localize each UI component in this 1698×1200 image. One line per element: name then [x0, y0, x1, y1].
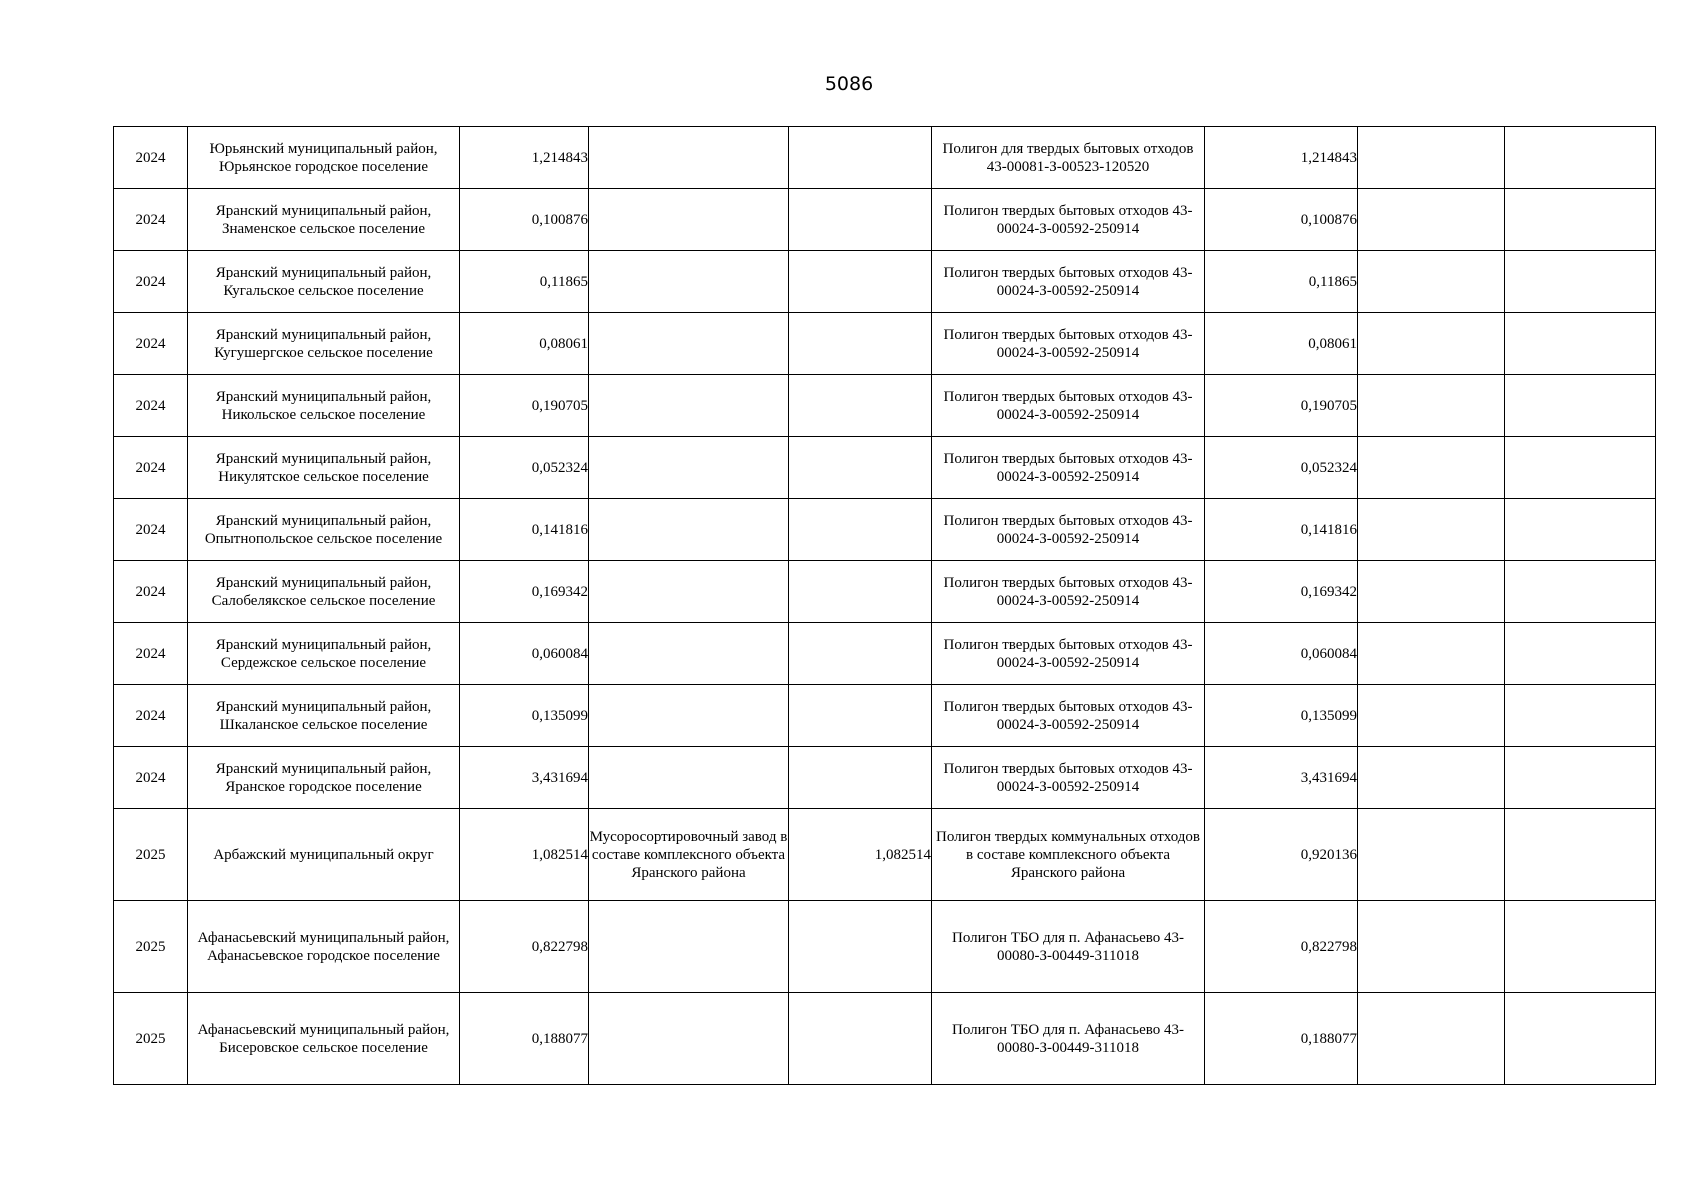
municipality-cell: Яранский муниципальный район, Никольское сельское поселение — [188, 375, 460, 437]
facility-volume-cell — [789, 437, 932, 499]
year-cell: 2025 — [114, 901, 188, 993]
facility-volume-cell — [789, 747, 932, 809]
table-row — [114, 685, 1656, 747]
year-cell: 2024 — [114, 313, 188, 375]
facility-volume-cell — [789, 189, 932, 251]
disposal-object-cell: Полигон твердых бытовых отходов 43-00024-З-00592-250914 — [932, 747, 1205, 809]
table-row — [114, 901, 1656, 993]
municipality-cell: Яранский муниципальный район, Яранское городское поселение — [188, 747, 460, 809]
year-cell: 2024 — [114, 375, 188, 437]
disposal-volume-cell: 0,190705 — [1205, 375, 1358, 437]
volume-cell: 0,169342 — [460, 561, 589, 623]
empty-cell — [1358, 499, 1505, 561]
empty-cell — [1505, 685, 1656, 747]
volume-cell: 0,135099 — [460, 685, 589, 747]
year-cell: 2024 — [114, 251, 188, 313]
processing-facility-cell — [589, 375, 789, 437]
disposal-object-cell: Полигон твердых бытовых отходов 43-00024-З-00592-250914 — [932, 375, 1205, 437]
year-cell: 2024 — [114, 189, 188, 251]
empty-cell — [1505, 901, 1656, 993]
municipality-cell: Афанасьевский муниципальный район, Афанасьевское городское поселение — [188, 901, 460, 993]
disposal-volume-cell: 0,060084 — [1205, 623, 1358, 685]
empty-cell — [1358, 747, 1505, 809]
table-row — [114, 189, 1656, 251]
volume-cell: 0,822798 — [460, 901, 589, 993]
disposal-object-cell: Полигон твердых бытовых отходов 43-00024-З-00592-250914 — [932, 251, 1205, 313]
facility-volume-cell — [789, 127, 932, 189]
disposal-volume-cell: 0,08061 — [1205, 313, 1358, 375]
processing-facility-cell — [589, 685, 789, 747]
year-cell: 2024 — [114, 437, 188, 499]
empty-cell — [1505, 189, 1656, 251]
empty-cell — [1358, 251, 1505, 313]
processing-facility-cell — [589, 499, 789, 561]
year-cell: 2024 — [114, 623, 188, 685]
empty-cell — [1358, 809, 1505, 901]
volume-cell: 1,082514 — [460, 809, 589, 901]
disposal-object-cell: Полигон твердых бытовых отходов 43-00024-З-00592-250914 — [932, 499, 1205, 561]
table-row — [114, 561, 1656, 623]
disposal-object-cell: Полигон ТБО для п. Афанасьево 43-00080-З-00449-311018 — [932, 901, 1205, 993]
empty-cell — [1505, 499, 1656, 561]
year-cell: 2024 — [114, 561, 188, 623]
municipality-cell: Яранский муниципальный район, Салобелякское сельское поселение — [188, 561, 460, 623]
municipality-cell: Афанасьевский муниципальный район, Бисеровское сельское поселение — [188, 993, 460, 1085]
table-row — [114, 499, 1656, 561]
facility-volume-cell — [789, 901, 932, 993]
processing-facility-cell — [589, 189, 789, 251]
page-number: 5086 — [824, 73, 874, 95]
volume-cell: 1,214843 — [460, 127, 589, 189]
empty-cell — [1358, 189, 1505, 251]
table-row — [114, 623, 1656, 685]
year-cell: 2025 — [114, 809, 188, 901]
disposal-volume-cell: 0,052324 — [1205, 437, 1358, 499]
empty-cell — [1505, 623, 1656, 685]
empty-cell — [1505, 747, 1656, 809]
facility-volume-cell — [789, 685, 932, 747]
empty-cell — [1358, 313, 1505, 375]
table-row — [114, 251, 1656, 313]
waste-flow-table — [113, 126, 1656, 1085]
table-row — [114, 127, 1656, 189]
table-row — [114, 993, 1656, 1085]
empty-cell — [1358, 623, 1505, 685]
empty-cell — [1358, 685, 1505, 747]
municipality-cell: Арбажский муниципальный округ — [188, 809, 460, 901]
municipality-cell: Яранский муниципальный район, Сердежское сельское поселение — [188, 623, 460, 685]
volume-cell: 0,11865 — [460, 251, 589, 313]
disposal-object-cell: Полигон для твердых бытовых отходов 43-00081-З-00523-120520 — [932, 127, 1205, 189]
disposal-volume-cell: 0,141816 — [1205, 499, 1358, 561]
volume-cell: 3,431694 — [460, 747, 589, 809]
municipality-cell: Яранский муниципальный район, Кугальское сельское поселение — [188, 251, 460, 313]
processing-facility-cell — [589, 747, 789, 809]
facility-volume-cell — [789, 561, 932, 623]
facility-volume-cell — [789, 313, 932, 375]
disposal-volume-cell: 1,214843 — [1205, 127, 1358, 189]
volume-cell: 0,08061 — [460, 313, 589, 375]
empty-cell — [1505, 251, 1656, 313]
municipality-cell: Юрьянский муниципальный район, Юрьянское городское поселение — [188, 127, 460, 189]
empty-cell — [1505, 437, 1656, 499]
disposal-object-cell: Полигон твердых бытовых отходов 43-00024-З-00592-250914 — [932, 313, 1205, 375]
municipality-cell: Яранский муниципальный район, Шкаланское сельское поселение — [188, 685, 460, 747]
disposal-volume-cell: 0,169342 — [1205, 561, 1358, 623]
facility-volume-cell — [789, 993, 932, 1085]
table-row — [114, 437, 1656, 499]
volume-cell: 0,188077 — [460, 993, 589, 1085]
year-cell: 2025 — [114, 993, 188, 1085]
processing-facility-cell — [589, 251, 789, 313]
municipality-cell: Яранский муниципальный район, Знаменское сельское поселение — [188, 189, 460, 251]
processing-facility-cell — [589, 993, 789, 1085]
empty-cell — [1358, 127, 1505, 189]
disposal-volume-cell: 0,100876 — [1205, 189, 1358, 251]
empty-cell — [1358, 375, 1505, 437]
empty-cell — [1505, 313, 1656, 375]
municipality-cell: Яранский муниципальный район, Кугушергское сельское поселение — [188, 313, 460, 375]
facility-volume-cell — [789, 499, 932, 561]
disposal-volume-cell: 0,920136 — [1205, 809, 1358, 901]
disposal-volume-cell: 0,11865 — [1205, 251, 1358, 313]
processing-facility-cell — [589, 127, 789, 189]
table-row — [114, 375, 1656, 437]
disposal-object-cell: Полигон твердых бытовых отходов 43-00024-З-00592-250914 — [932, 437, 1205, 499]
empty-cell — [1505, 993, 1656, 1085]
processing-facility-cell: Мусоросортировочный завод в составе комплексного объекта Яранского района — [589, 809, 789, 901]
volume-cell: 0,052324 — [460, 437, 589, 499]
year-cell: 2024 — [114, 685, 188, 747]
disposal-volume-cell: 0,188077 — [1205, 993, 1358, 1085]
disposal-object-cell: Полигон твердых бытовых отходов 43-00024-З-00592-250914 — [932, 189, 1205, 251]
empty-cell — [1505, 375, 1656, 437]
disposal-volume-cell: 3,431694 — [1205, 747, 1358, 809]
disposal-object-cell: Полигон ТБО для п. Афанасьево 43-00080-З-00449-311018 — [932, 993, 1205, 1085]
facility-volume-cell: 1,082514 — [789, 809, 932, 901]
table-row — [114, 809, 1656, 901]
facility-volume-cell — [789, 375, 932, 437]
processing-facility-cell — [589, 901, 789, 993]
volume-cell: 0,060084 — [460, 623, 589, 685]
disposal-object-cell: Полигон твердых бытовых отходов 43-00024-З-00592-250914 — [932, 685, 1205, 747]
empty-cell — [1358, 993, 1505, 1085]
empty-cell — [1358, 901, 1505, 993]
processing-facility-cell — [589, 313, 789, 375]
empty-cell — [1505, 561, 1656, 623]
volume-cell: 0,190705 — [460, 375, 589, 437]
empty-cell — [1505, 809, 1656, 901]
disposal-volume-cell: 0,822798 — [1205, 901, 1358, 993]
year-cell: 2024 — [114, 747, 188, 809]
facility-volume-cell — [789, 623, 932, 685]
disposal-volume-cell: 0,135099 — [1205, 685, 1358, 747]
facility-volume-cell — [789, 251, 932, 313]
table-row — [114, 747, 1656, 809]
volume-cell: 0,141816 — [460, 499, 589, 561]
year-cell: 2024 — [114, 127, 188, 189]
municipality-cell: Яранский муниципальный район, Опытнопольское сельское поселение — [188, 499, 460, 561]
processing-facility-cell — [589, 561, 789, 623]
processing-facility-cell — [589, 437, 789, 499]
disposal-object-cell: Полигон твердых коммунальных отходов в составе комплексного объекта Яранского района — [932, 809, 1205, 901]
volume-cell: 0,100876 — [460, 189, 589, 251]
disposal-object-cell: Полигон твердых бытовых отходов 43-00024-З-00592-250914 — [932, 561, 1205, 623]
table-row — [114, 313, 1656, 375]
year-cell: 2024 — [114, 499, 188, 561]
processing-facility-cell — [589, 623, 789, 685]
municipality-cell: Яранский муниципальный район, Никулятское сельское поселение — [188, 437, 460, 499]
disposal-object-cell: Полигон твердых бытовых отходов 43-00024-З-00592-250914 — [932, 623, 1205, 685]
empty-cell — [1358, 561, 1505, 623]
empty-cell — [1505, 127, 1656, 189]
empty-cell — [1358, 437, 1505, 499]
